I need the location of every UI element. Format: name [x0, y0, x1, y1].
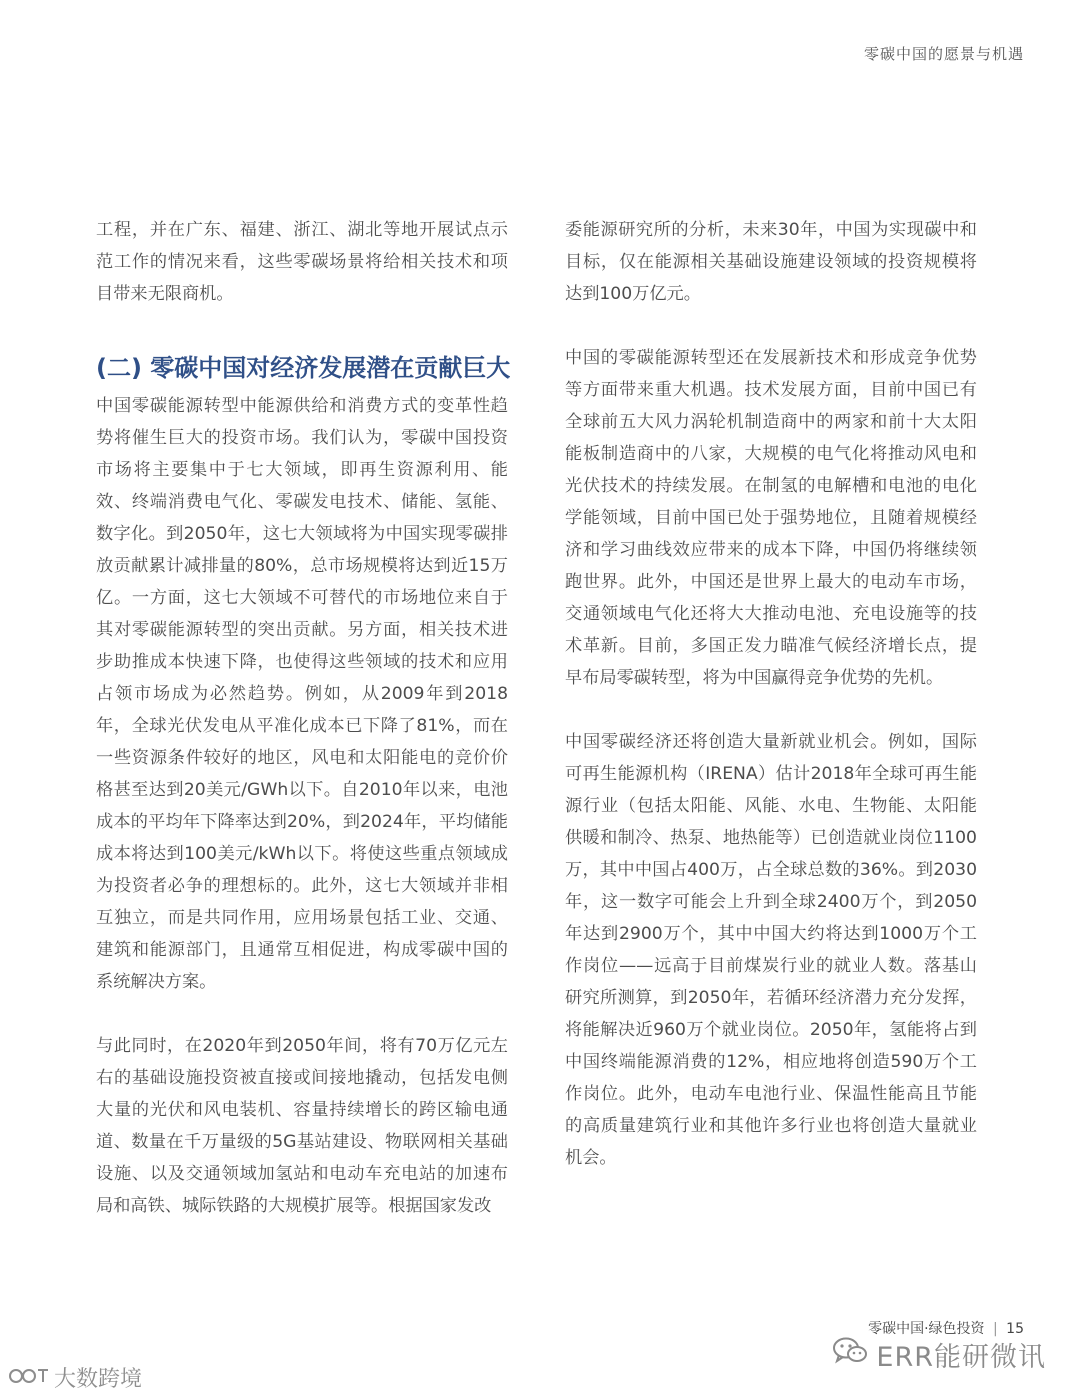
paragraph-intro: 工程，并在广东、福建、浙江、湖北等地开展试点示范工作的情况来看，这些零碳场景将给相关技术和项目带来无限商机。 — [96, 220, 508, 304]
left-column — [96, 214, 511, 1222]
right-column — [565, 214, 977, 1174]
running-header: 零碳中国的愿景与机遇 — [863, 45, 1024, 63]
wechat-account-name: ERR能研微讯 — [876, 1342, 1046, 1373]
paragraph: 与此同时，在2020年到2050年间，将有70万亿元左右的基础设施投资被直接或间接地撬动，包括发电侧大量的光伏和风电装机、容量持续增长的跨区输电通道、数量在千万量级的5G基站建设、物联网相关基础设施、以及交通领域加氢站和电动车充电站的加速布局和高铁、城际铁路的大规模扩展等。根据国家发改 — [96, 1036, 508, 1216]
wechat-icon — [832, 1336, 868, 1373]
brand-logo-icon — [8, 1364, 50, 1392]
footer-separator: | — [993, 1321, 998, 1337]
brand-watermark-text: 大数跨境 — [54, 1367, 143, 1392]
section-heading: (二) 零碳中国对经济发展潜在贡献巨大 — [96, 354, 511, 382]
paragraph: 中国零碳能源转型中能源供给和消费方式的变革性趋势将催生巨大的投资市场。我们认为，零碳中国投资市场将主要集中于七大领域，即再生资源利用、能效、终端消费电气化、零碳发电技术、储能、氢能、数字化。到2050年，这七大领域将为中国实现零碳排放贡献累计减排量的80%，总市场规模将达到近15万亿。一方面，这七大领域不可替代的市场地位来自于其对零碳能源转型的突出贡献。另方面，相关技术进步助推成本快速下降，也使得这些领域的技术和应用占领市场成为必然趋势。例如，从2009年到2018年，全球光伏发电从平准化成本已下降了81%，而在一些资源条件较好的地区，风电和太阳能电的竞价价格甚至达到20美元/GWh以下。自2010年以来，电池成本的平均年下降率达到20%，到2024年，平均储能成本将达到100美元/kWh以下。将使这些重点领域成为投资者必争的理想标的。此外，这七大领域并非相互独立，而是共同作用，应用场景包括工业、交通、建筑和能源部门，且通常互相促进，构成零碳中国的系统解决方案。 — [96, 396, 508, 992]
brand-watermark — [8, 1362, 142, 1393]
paragraph: 中国的零碳能源转型还在发展新技术和形成竞争优势等方面带来重大机遇。技术发展方面，目前中国已有全球前五大风力涡轮机制造商中的两家和前十大太阳能板制造商中的八家，大规模的电气化将推动风电和光伏技术的持续发展。在制氢的电解槽和电池的电化学能领域，目前中国已处于强势地位，且随着规模经济和学习曲线效应带来的成本下降，中国仍将继续领跑世界。此外，中国还是世界上最大的电动车市场，交通领域电气化还将大大推动电池、充电设施等的技术革新。目前，多国正发力瞄准气候经济增长点，提早布局零碳转型，将为中国赢得竞争优势的先机。 — [565, 348, 977, 688]
footer-publication: 零碳中国·绿色投资 — [868, 1321, 985, 1337]
wechat-watermark — [832, 1335, 1046, 1374]
paragraph: 委能源研究所的分析，未来30年，中国为实现碳中和目标，仅在能源相关基础设施建设领域的投资规模将达到100万亿元。 — [565, 220, 977, 304]
paragraph: 中国零碳经济还将创造大量新就业机会。例如，国际可再生能源机构（IRENA）估计2018年全球可再生能源行业（包括太阳能、风能、水电、生物能、太阳能供暖和制冷、热泵、地热能等）已创造就业岗位1100万，其中中国占400万，占全球总数的36%。到2030年，这一数字可能会上升到全球2400万个，到2050年达到2900万个，其中中国大约将达到1000万个工作岗位——远高于目前煤炭行业的就业人数。落基山研究所测算，到2050年，若循环经济潜力充分发挥，将能解决近960万个就业岗位。2050年，氢能将占到中国终端能源消费的12%，相应地将创造590万个工作岗位。此外，电动车电池行业、保温性能高且节能的高质量建筑行业和其他许多行业也将创造大量就业机会。 — [565, 732, 977, 1168]
page-number: 15 — [1006, 1321, 1024, 1337]
